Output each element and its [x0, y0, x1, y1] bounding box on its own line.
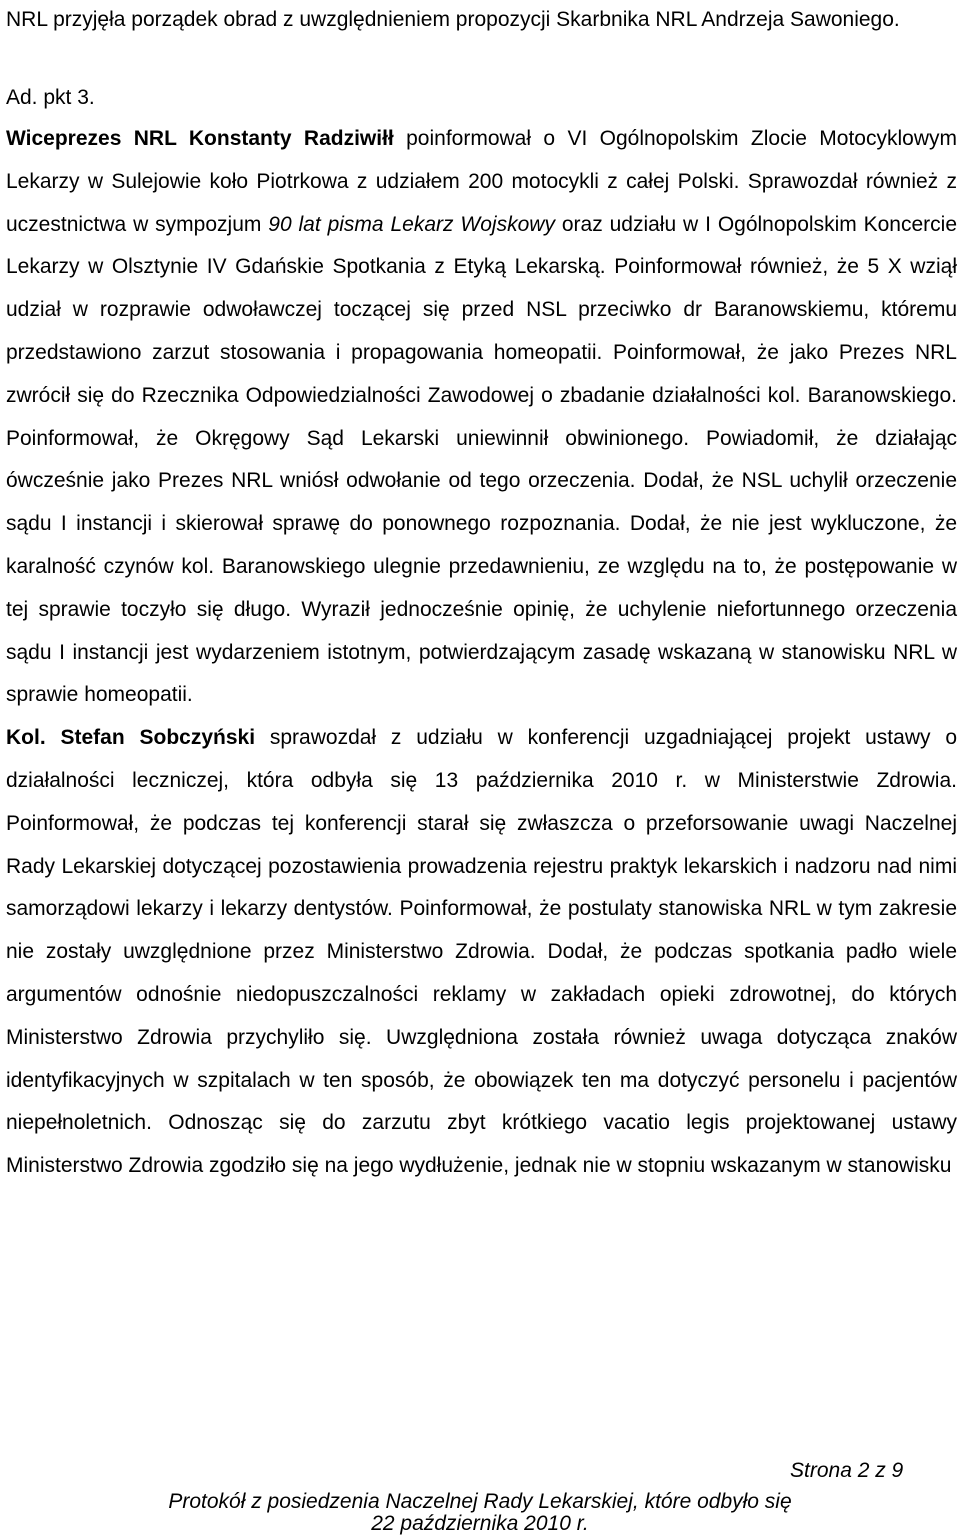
- footer-date: 22 października 2010 r.: [371, 1512, 589, 1535]
- paragraph-sobczynski: [6, 717, 957, 1188]
- speaker-name-radziwill: Wiceprezes NRL Konstanty Radziwiłł: [6, 127, 394, 150]
- paragraph-radziwill: [6, 118, 957, 717]
- document-page: [6, 0, 957, 1188]
- speaker-name-sobczynski: Kol. Stefan Sobczyński: [6, 726, 256, 750]
- section-heading-text: Ad. pkt 3.: [6, 86, 95, 109]
- paragraph-gap: [6, 40, 957, 78]
- paragraph-agenda: [6, 0, 957, 40]
- section-heading: [6, 78, 957, 118]
- paragraph-radziwill-text-b: oraz udziału w I Ogólnopolskim Koncercie Lekarzy w Olsztynie IV Gdańskie Spotkania z Etyką Lekarską. Poinformował również, że 5 X wziął udział w rozprawie odwoławczej toczącej się przed NSL przeciwko dr Baranowskiemu, któremu przedstawiono zarzut stosowania i propagowania homeopatii. Poinformował, że jako Prezes NRL zwrócił się do Rzecznika Odpowiedzialności Zawodowej o zbadanie działalności kol. Baranowskiego. Poinformował, że Okręgowy Sąd Lekarski uniewinnił obwinionego. Powiadomił, że działając ówcześnie jako Prezes NRL wniósł odwołanie od tego orzeczenia. Dodał, że NSL uchylił orzeczenie sądu I instancji i skierował sprawę do ponownego rozpoznania. Dodał, że nie jest wykluczone, że karalność czynów kol. Baranowskiego ulegnie przedawnieniu, ze względu na to, że postępowanie w tej sprawie toczyło się długo. Wyraził jednocześnie opinię, że uchylenie niefortunnego orzeczenia sądu I instancji jest wydarzeniem istotnym, potwierdzającym zasadę wskazaną w stanowisku NRL w sprawie homeopatii.: [6, 212, 958, 707]
- paragraph-radziwill-italic: 90 lat pisma Lekarz Wojskowy: [268, 212, 555, 236]
- paragraph-radziwill-text-a: poinformował o VI Ogólnopolskim Zlocie Motocyklowym Lekarzy w Sulejowie koło Piotrkowa z udziałem 200 motocykli z całej Polski. Sprawozdał również z uczestnictwa w sympozjum: [6, 127, 957, 236]
- page-number: Strona 2 z 9: [790, 1459, 904, 1482]
- paragraph-sobczynski-text: sprawozdał z udziału w konferencji uzgadniającej projekt ustawy o działalności leczniczej, która odbyła się 13 października 2010 r. w Ministerstwie Zdrowia. Poinformował, że podczas tej konferencji starał się zwłaszcza o przeforsowanie uwagi Naczelnej Rady Lekarskiej dotyczącej pozostawienia prowadzenia rejestru praktyk lekarskich i nadzoru nad nimi samorządowi lekarzy i lekarzy dentystów. Poinformował, że postulaty stanowiska NRL w tym zakresie nie zostały uwzględnione przez Ministerstwo Zdrowia. Dodał, że podczas spotkania padło wiele argumentów odnośnie niedopuszczalności reklamy w zakładach opieki zdrowotnej, do których Ministerstwo Zdrowia przychyliło się. Uwzględniona została również uwaga dotycząca znaków identyfikacyjnych w szpitalach w ten sposób, że obowiązek ten ma dotyczyć personelu i pacjentów niepełnoletnich. Odnosząc się do zarzutu zbyt krótkiego vacatio legis projektowanej ustawy Ministerstwo Zdrowia zgodziło się na jego wydłużenie, jednak nie w stopniu wskazanym w stanowisku: [6, 726, 957, 1178]
- footer-title: Protokół z posiedzenia Naczelnej Rady Lekarskiej, które odbyło się: [168, 1490, 792, 1513]
- paragraph-agenda-text: NRL przyjęła porządek obrad z uwzględnieniem propozycji Skarbnika NRL Andrzeja Sawoniego.: [6, 8, 900, 31]
